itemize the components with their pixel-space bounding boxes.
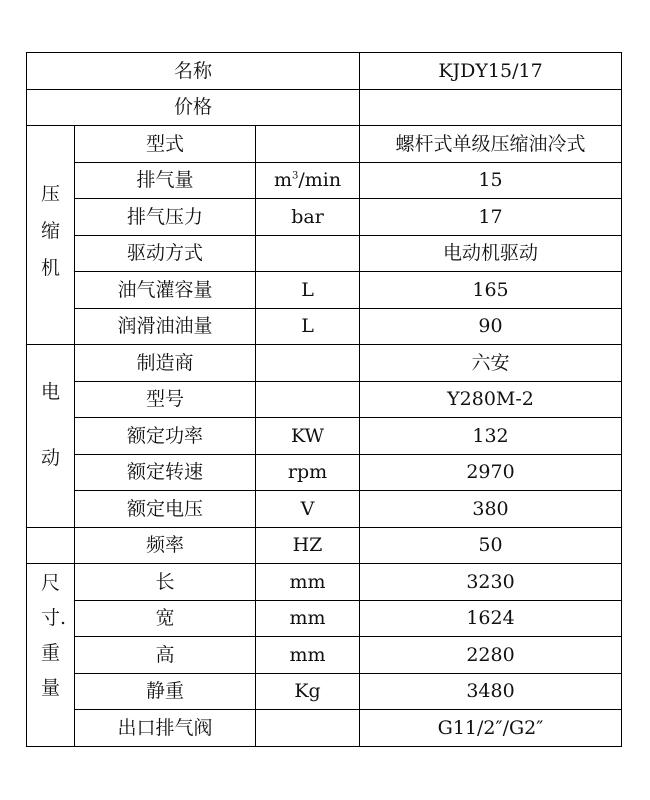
table-row (27, 235, 622, 272)
table-row (27, 454, 622, 491)
row-value: Y280M-2 (360, 381, 622, 418)
row-unit (256, 235, 360, 272)
row-unit (256, 345, 360, 382)
row-unit (256, 162, 360, 199)
price-label: 价格 (27, 89, 360, 126)
table-row (27, 637, 622, 674)
table-row (27, 345, 622, 382)
group-compressor-label: 压缩机 (41, 183, 61, 279)
group-dimensions-label: 尺寸.重量 (41, 572, 67, 699)
row-label: 静重 (75, 673, 256, 710)
row-label: 额定功率 (75, 418, 256, 455)
row-value: G11/2″/G2″ (360, 710, 622, 747)
row-value: 3230 (360, 564, 622, 601)
row-label: 额定转速 (75, 454, 256, 491)
table-row (27, 162, 622, 199)
row-label: 型号 (75, 381, 256, 418)
row-unit (256, 126, 360, 163)
row-value: 六安 (360, 345, 622, 382)
group-motor-label: 电动 (41, 381, 61, 469)
name-value: KJDY15/17 (360, 53, 622, 90)
row-unit: KW (256, 418, 360, 455)
row-label: 频率 (75, 527, 256, 564)
spec-table (26, 52, 622, 747)
row-label: 额定电压 (75, 491, 256, 528)
table-row (27, 53, 622, 90)
row-label: 出口排气阀 (75, 710, 256, 747)
row-label: 驱动方式 (75, 235, 256, 272)
row-unit: rpm (256, 454, 360, 491)
row-label: 宽 (75, 600, 256, 637)
row-label: 油气灌容量 (75, 272, 256, 309)
row-value: 电动机驱动 (360, 235, 622, 272)
table-row (27, 600, 622, 637)
row-unit: mm (256, 600, 360, 637)
row-unit: bar (256, 199, 360, 236)
row-unit: HZ (256, 527, 360, 564)
row-label: 润滑油油量 (75, 308, 256, 345)
table-row (27, 89, 622, 126)
row-label: 高 (75, 637, 256, 674)
table-row (27, 308, 622, 345)
row-value: 17 (360, 199, 622, 236)
row-value: 15 (360, 162, 622, 199)
table-row (27, 710, 622, 747)
table-row (27, 418, 622, 455)
table-row (27, 272, 622, 309)
row-value: 螺杆式单级压缩油冷式 (360, 126, 622, 163)
group-empty (27, 527, 75, 564)
name-label: 名称 (27, 53, 360, 90)
row-unit: mm (256, 564, 360, 601)
table-row (27, 126, 622, 163)
unit-rest: /min (298, 169, 342, 192)
group-motor (27, 345, 75, 528)
row-unit (256, 710, 360, 747)
row-value: 3480 (360, 673, 622, 710)
row-value: 132 (360, 418, 622, 455)
table-row (27, 673, 622, 710)
table-row (27, 564, 622, 601)
row-label: 制造商 (75, 345, 256, 382)
unit-sup: 3 (291, 170, 299, 182)
row-value: 2970 (360, 454, 622, 491)
row-label: 排气量 (75, 162, 256, 199)
row-label: 长 (75, 564, 256, 601)
row-unit: V (256, 491, 360, 528)
group-compressor (27, 126, 75, 345)
row-value: 1624 (360, 600, 622, 637)
table-row (27, 491, 622, 528)
price-value (360, 89, 622, 126)
row-value: 50 (360, 527, 622, 564)
table-row (27, 527, 622, 564)
unit-base: m (273, 169, 292, 192)
table-row (27, 199, 622, 236)
table-row (27, 381, 622, 418)
row-unit: mm (256, 637, 360, 674)
row-value: 380 (360, 491, 622, 528)
row-unit: L (256, 308, 360, 345)
row-label: 排气压力 (75, 199, 256, 236)
row-value: 2280 (360, 637, 622, 674)
row-unit: L (256, 272, 360, 309)
group-dimensions (27, 564, 75, 747)
row-label: 型式 (75, 126, 256, 163)
row-value: 90 (360, 308, 622, 345)
row-value: 165 (360, 272, 622, 309)
row-unit (256, 381, 360, 418)
row-unit: Kg (256, 673, 360, 710)
